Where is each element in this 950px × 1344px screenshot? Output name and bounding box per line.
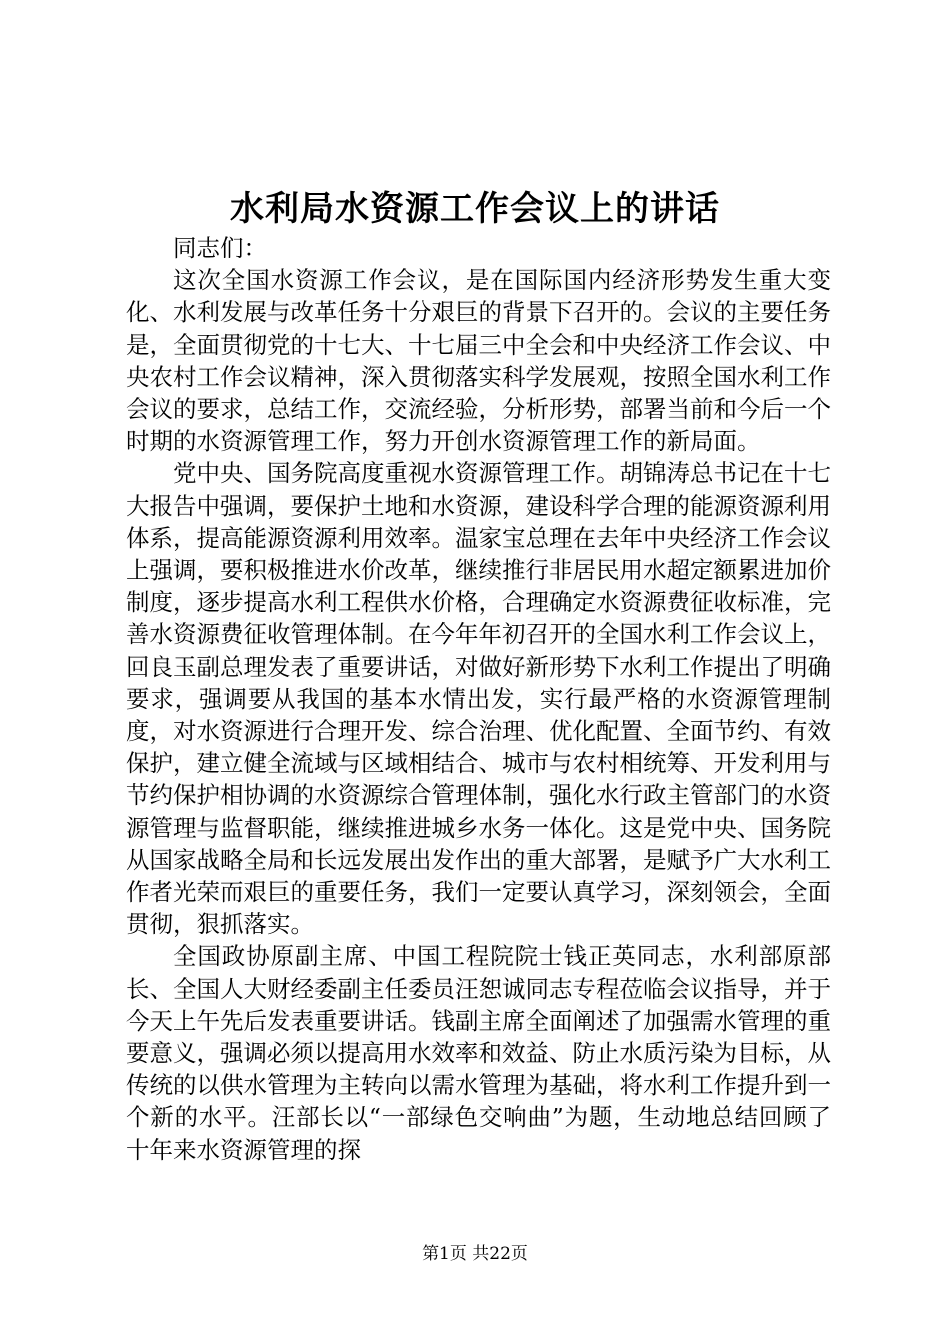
- paragraph-3: 全国政协原副主席、中国工程院院士钱正英同志，水利部原部长、全国人大财经委副主任委员汪恕诚同志专程莅临会议指导，并于今天上午先后发表重要讲话。钱副主席全面阐述了加强需水管理的重要意义，强调必须以提高用水效率和效益、防止水质污染为目标，从传统的以供水管理为主转向以需水管理为基础，将水利工作提升到一个新的水平。汪部长以“一部绿色交响曲”为题，生动地总结回顾了十年来水资源管理的探: [126, 942, 831, 1164]
- paragraph-1: 这次全国水资源工作会议，是在国际国内经济形势发生重大变化、水利发展与改革任务十分艰巨的背景下召开的。会议的主要任务是，全面贯彻党的十七大、十七届三中全会和中央经济工作会议、中央农村工作会议精神，深入贯彻落实科学发展观，按照全国水利工作会议的要求，总结工作，交流经验，分析形势，部署当前和今后一个时期的水资源管理工作，努力开创水资源管理工作的新局面。: [126, 266, 831, 456]
- document-title: 水利局水资源工作会议上的讲话: [230, 189, 720, 229]
- paragraph-2: 党中央、国务院高度重视水资源管理工作。胡锦涛总书记在十七大报告中强调，要保护土地和水资源，建设科学合理的能源资源利用体系，提高能源资源利用效率。温家宝总理在去年中央经济工作会议上强调，要积极推进水价改革，继续推行非居民用水超定额累进加价制度，逐步提高水利工程供水价格，合理确定水资源费征收标准，完善水资源费征收管理体制。在今年年初召开的全国水利工作会议上，回良玉副总理发表了重要讲话，对做好新形势下水利工作提出了明确要求，强调要从我国的基本水情出发，实行最严格的水资源管理制度，对水资源进行合理开发、综合治理、优化配置、全面节约、有效保护，建立健全流域与区域相结合、城市与农村相统筹、开发利用与节约保护相协调的水资源综合管理体制，强化水行政主管部门的水资源管理与监督职能，继续推进城乡水务一体化。这是党中央、国务院从国家战略全局和长远发展出发作出的重大部署，是赋予广大水利工作者光荣而艰巨的重要任务，我们一定要认真学习，深刻领会，全面贯彻，狠抓落实。: [126, 459, 831, 939]
- document-body: [126, 232, 831, 1166]
- page-footer: 第1页 共22页: [422, 1244, 528, 1264]
- salutation: 同志们：: [173, 234, 267, 262]
